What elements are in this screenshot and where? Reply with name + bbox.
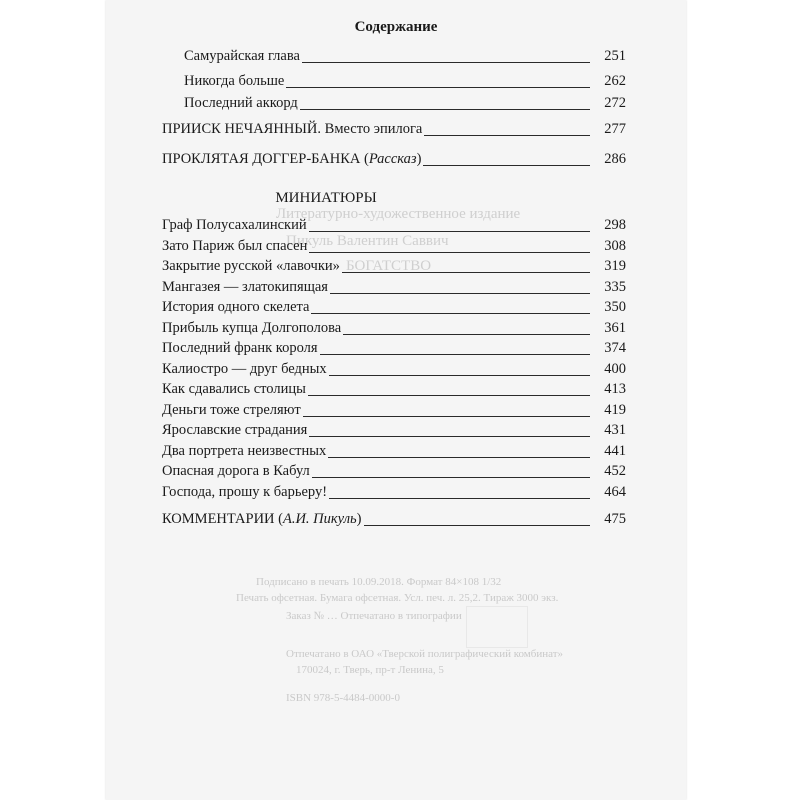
toc-entry: [162, 420, 626, 440]
toc-entry-page: 400: [604, 360, 626, 377]
toc-leader-line: [343, 333, 590, 335]
toc-entry: [162, 482, 626, 502]
toc-entry-title: Опасная дорога в Кабул: [162, 463, 310, 479]
toc-entry-title: ПРИИСК НЕЧАЯННЫЙ. Вместо эпилога: [162, 121, 423, 137]
toc-entry-title: Калиостро — друг бедных: [162, 360, 327, 377]
toc-entry-title: Последний аккорд: [184, 95, 298, 111]
toc-entry: [162, 441, 626, 461]
toc-entry-title: Никогда больше: [184, 73, 285, 89]
toc-entry-page: 413: [604, 381, 626, 397]
bleed-through-text: Отпечатано в ОАО «Тверской полиграфический комбинат»: [286, 648, 564, 660]
toc-entry-page: 374: [604, 340, 626, 356]
toc-entry-page: 298: [604, 217, 626, 233]
section-title: МИНИАТЮРЫ: [275, 190, 377, 206]
toc-entry: [184, 71, 626, 91]
toc-entry-title: Последний франк короля: [162, 340, 318, 356]
toc-entry-page: 262: [604, 73, 626, 89]
book-page: [106, 0, 686, 800]
toc-entry-page: 475: [604, 511, 626, 527]
toc-entry: [162, 149, 626, 169]
bleed-through-text: Пикуль Валентин Саввич: [286, 233, 449, 249]
toc-entry-page: 464: [604, 483, 626, 500]
toc-leader-line: [309, 251, 590, 253]
toc-entry-page: 286: [604, 151, 626, 167]
toc-entry: [162, 359, 626, 379]
toc-entry-title: Господа, прошу к барьеру!: [162, 483, 328, 500]
toc-leader-line: [423, 164, 590, 166]
toc-leader-line: [311, 312, 590, 314]
toc-entry: [162, 400, 626, 420]
toc-entry-page: 335: [604, 278, 626, 295]
toc-entry-page: 350: [604, 299, 626, 315]
toc-entry-page: 452: [604, 463, 626, 479]
toc-entry-page: 419: [604, 401, 626, 418]
bleed-through-text: Литературно-художественное издание: [276, 206, 521, 222]
toc-entry-title: КОММЕНТАРИИ (А.И. Пикуль): [162, 511, 362, 527]
toc-leader-line: [342, 271, 590, 273]
toc-entry-title: Мангазея — златокипящая: [162, 278, 328, 295]
toc-entry: [162, 318, 626, 338]
page-title: Содержание: [354, 19, 438, 35]
bleed-through-text: Печать офсетная. Бумага офсетная. Усл. печ. л. 25,2. Тираж 3000 экз.: [236, 592, 559, 604]
toc-entry-title: Два портрета неизвестных: [162, 442, 327, 459]
toc-leader-line: [329, 374, 590, 376]
toc-entry: [184, 93, 626, 113]
toc-leader-line: [308, 394, 590, 396]
toc-entry: [162, 461, 626, 481]
toc-entry-title: Закрытие русской «лавочки»: [162, 258, 340, 274]
toc-entry-title: Как сдавались столицы: [162, 381, 306, 397]
toc-leader-line: [364, 524, 591, 526]
toc-entry-title: Ярославские страдания: [162, 422, 308, 438]
toc-leader-line: [300, 108, 590, 110]
toc-leader-line: [320, 353, 590, 355]
toc-entry: [162, 215, 626, 235]
bleed-through-text: БОГАТСТВО: [346, 258, 432, 274]
bleed-through-text: Подписано в печать 10.09.2018. Формат 84×108 1/32: [256, 576, 502, 588]
toc-leader-line: [424, 134, 590, 136]
toc-entry-page: 272: [604, 95, 626, 111]
toc-entry-title: Зато Париж был спасен: [162, 237, 308, 254]
toc-entry-page: 361: [604, 319, 626, 336]
toc-entry-page: 431: [604, 422, 626, 438]
toc-entry: [162, 297, 626, 317]
bleed-through-text: 170024, г. Тверь, пр-т Ленина, 5: [296, 664, 444, 676]
toc-entry-title: Деньги тоже стреляют: [162, 401, 301, 418]
toc-entry-title: Граф Полусахалинский: [162, 217, 307, 233]
bleed-through-text: Заказ № … Отпечатано в типографии: [286, 610, 462, 622]
toc-entry-page: 308: [604, 237, 626, 254]
toc-leader-line: [309, 435, 590, 437]
toc-leader-line: [312, 476, 590, 478]
toc-leader-line: [330, 292, 590, 294]
toc-entry-title: История одного скелета: [162, 299, 310, 315]
toc-entry: [162, 236, 626, 256]
toc-entry: [162, 509, 626, 529]
toc-leader-line: [329, 497, 590, 499]
toc-leader-line: [302, 61, 590, 63]
toc-entry-page: 277: [604, 121, 626, 137]
toc-entry: [162, 379, 626, 399]
table-of-contents: [106, 0, 686, 800]
bleed-through-text: ISBN 978-5-4484-0000-0: [286, 692, 400, 704]
toc-entry-title: ПРОКЛЯТАЯ ДОГГЕР-БАНКА (Рассказ): [162, 151, 422, 167]
toc-entry: [184, 46, 626, 66]
toc-entry-page: 319: [604, 258, 626, 274]
toc-leader-line: [309, 230, 590, 232]
toc-leader-line: [286, 86, 590, 88]
toc-entry-title: Самурайская глава: [184, 48, 300, 64]
toc-leader-line: [328, 456, 590, 458]
toc-entry: [162, 256, 626, 276]
toc-entry: [162, 338, 626, 358]
toc-entry-title: Прибыль купца Долгополова: [162, 319, 342, 336]
toc-entry: [162, 277, 626, 297]
toc-entry-page: 251: [604, 48, 626, 64]
toc-entry-page: 441: [604, 442, 626, 459]
toc-leader-line: [303, 415, 590, 417]
toc-entry: [162, 119, 626, 139]
